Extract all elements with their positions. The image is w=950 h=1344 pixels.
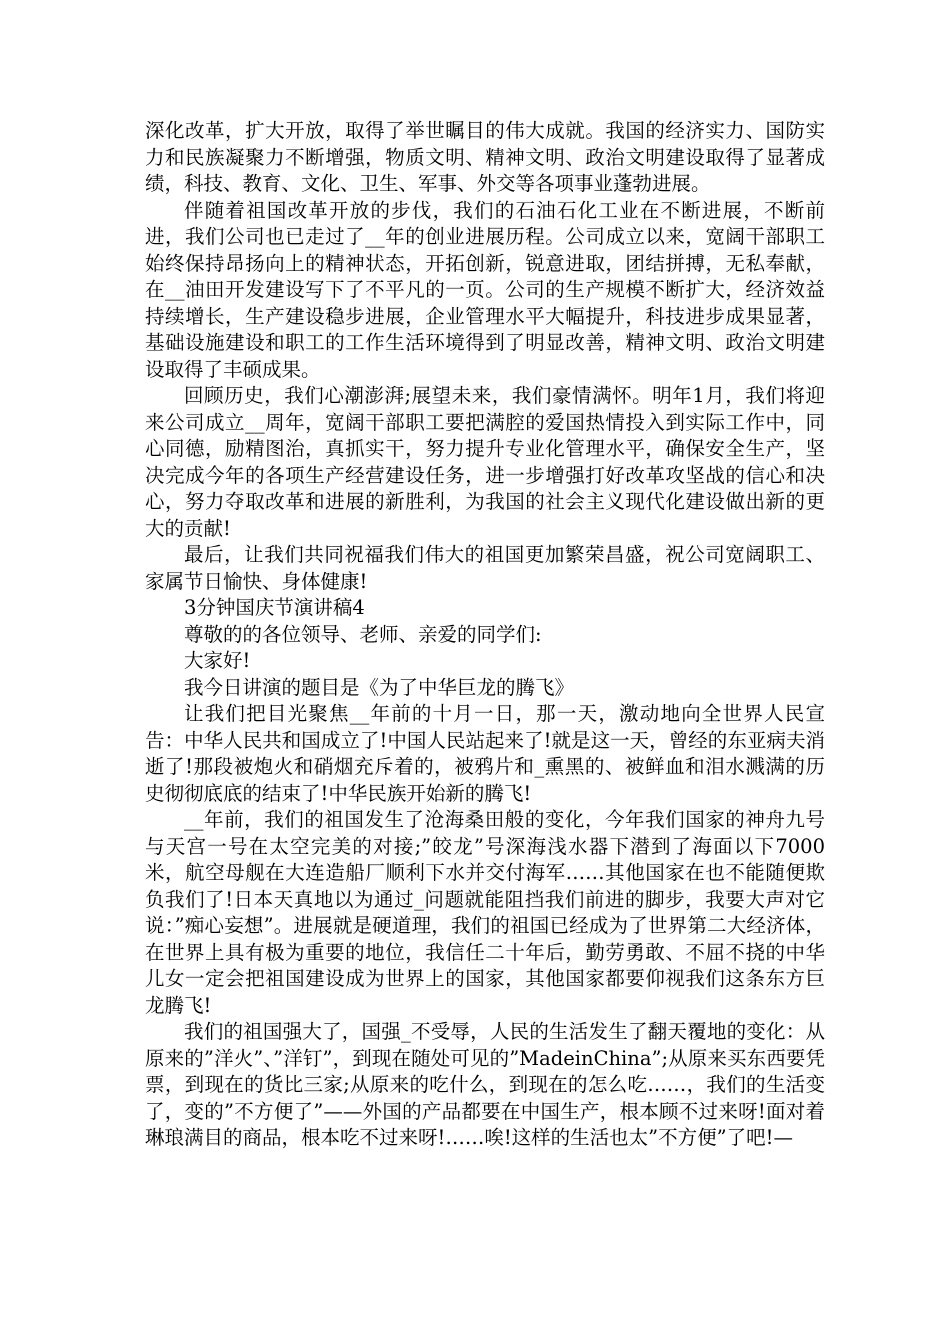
paragraph-9: 让我们把目光聚焦__年前的十月一日，那一天，激动地向全世界人民宣告：中华人民共和国成立了!中国人民站起来了!就是这一天，曾经的东亚病夫消逝了!那段被炮火和硝烟充斥着的，被鸦片和_熏黑的、被鲜血和泪水溅满的历史彻彻底底的结束了!中华民族开始新的腾飞! — [145, 702, 825, 805]
document-body — [145, 118, 825, 1152]
greeting: 大家好! — [184, 649, 251, 672]
paragraph-10: __年前，我们的祖国发生了沧海桑田般的变化，今年我们国家的神舟九号与天宫一号在太空完美的对接;”皎龙”号深海浅水器下潜到了海面以下7000米，航空母舰在大连造船厂顺利下水并交付海军……其他国家在也不能随便欺负我们了!日本天真地以为通过_问题就能阻挡我们前进的脚步，我要大声对它说：”痴心妄想”。进展就是硬道理，我们的祖国已经成为了世界第二大经济体，在世界上具有极为重要的地位，我信任二十年后，勤劳勇敢、不屈不挠的中华儿女一定会把祖国建设成为世界上的国家，其他国家都要仰视我们这条东方巨龙腾飞! — [145, 808, 825, 1017]
section-heading: 3分钟国庆节演讲稿4 — [184, 596, 365, 619]
paragraph-3: 回顾历史，我们心潮澎湃;展望未来，我们豪情满怀。明年1月，我们将迎来公司成立__周年，宽阔干部职工要把满腔的爱国热情投入到实际工作中，同心同德，励精图治，真抓实干，努力提升专业化管理水平，确保安全生产，坚决完成今年的各项生产经营建设任务，进一步增强打好改革攻坚战的信心和决心，努力夺取改革和进展的新胜利，为我国的社会主义现代化建设做出新的更大的贡献! — [145, 384, 825, 540]
paragraph-11: 我们的祖国强大了，国强_不受辱，人民的生活发生了翻天覆地的变化：从原来的”洋火”、”洋钉”，到现在随处可见的”MadeinChina”;从原来买东西要凭票，到现在的货比三家;从原来的吃什么，到现在的怎么吃……，我们的生活变了，变的”不方便了”——外国的产品都要在中国生产，根本顾不过来呀!面对着琳琅满目的商品，根本吃不过来呀!……唉!这样的生活也太”不方便”了吧!— — [145, 1020, 825, 1149]
paragraph-2: 伴随着祖国改革开放的步伐，我们的石油石化工业在不断进展，不断前进，我们公司也已走过了__年的创业进展历程。公司成立以来，宽阔干部职工始终保持昂扬向上的精神状态，开拓创新，锐意进取，团结拼搏，无私奉献，在__油田开发建设写下了不平凡的一页。公司的生产规模不断扩大，经济效益持续增长，生产建设稳步进展，企业管理水平大幅提升，科技进步成果显著，基础设施建设和职工的工作生活环境得到了明显改善，精神文明、政治文明建设取得了丰硕成果。 — [145, 198, 825, 381]
paragraph-1: 深化改革，扩大开放，取得了举世瞩目的伟大成就。我国的经济实力、国防实力和民族凝聚力不断增强，物质文明、精神文明、政治文明建设取得了显著成绩，科技、教育、文化、卫生、军事、外交等各项事业蓬勃进展。 — [145, 119, 825, 195]
speech-title-line: 我今日讲演的题目是《为了中华巨龙的腾飞》 — [184, 675, 575, 699]
salutation: 尊敬的的各位领导、老师、亲爱的同学们: — [184, 622, 542, 646]
paragraph-4: 最后，让我们共同祝福我们伟大的祖国更加繁荣昌盛，祝公司宽阔职工、家属节日愉快、身体健康! — [145, 543, 825, 593]
